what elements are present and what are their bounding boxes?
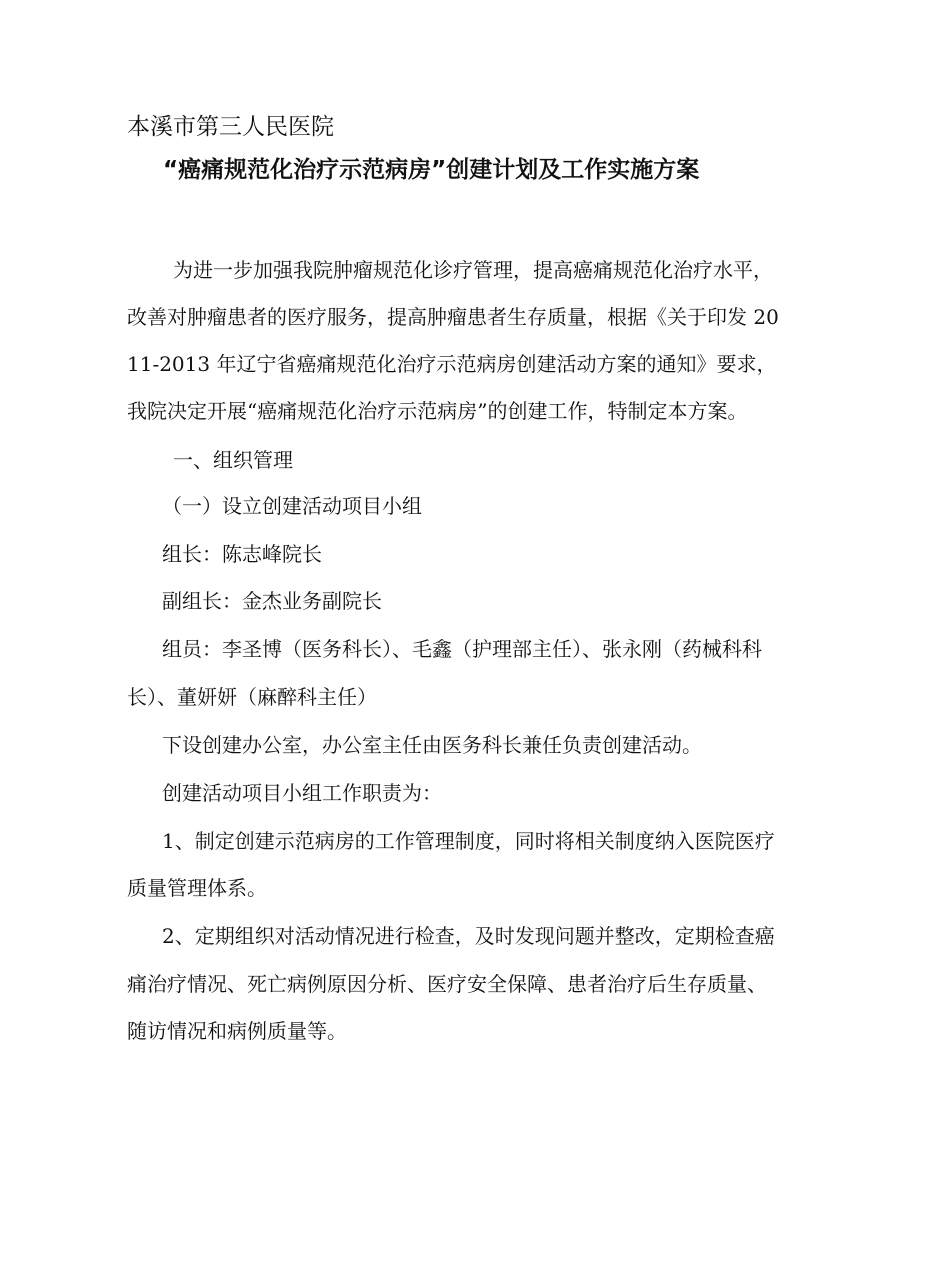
leader-line: 组长：陈志峰院长 [162,542,322,566]
duty-item-line: 质量管理体系。 [127,876,267,900]
office-line: 下设创建办公室，办公室主任由医务科长兼任负责创建活动。 [162,733,702,757]
section-heading: 一、组织管理 [173,448,293,472]
deputy-leader-line: 副组长：金杰业务副院长 [162,589,382,613]
intro-line: 改善对肿瘤患者的医疗服务，提高肿瘤患者生存质量，根据《关于印发 20 [127,305,779,329]
subsection-heading: （一）设立创建活动项目小组 [162,494,422,518]
duties-heading: 创建活动项目小组工作职责为： [162,781,442,805]
organization-name: 本溪市第三人民医院 [127,114,334,140]
duty-item-line: 1、制定创建示范病房的工作管理制度，同时将相关制度纳入医院医疗 [162,829,775,853]
members-line: 长）、董妍妍（麻醉科主任） [127,685,377,709]
duty-item-line: 随访情况和病例质量等。 [127,1019,347,1043]
duty-item-line: 2、定期组织对活动情况进行检查，及时发现问题并整改，定期检查癌 [162,924,775,948]
intro-line: 11-2013 年辽宁省癌痛规范化治疗示范病房创建活动方案的通知》要求， [127,352,777,376]
document-title: “癌痛规范化治疗示范病房”创建计划及工作实施方案 [163,157,700,183]
members-line: 组员：李圣博（医务科长）、毛鑫（护理部主任）、张永刚（药械科科 [162,637,762,661]
intro-line: 为进一步加强我院肿瘤规范化诊疗管理，提高癌痛规范化治疗水平， [173,258,773,282]
intro-line: 我院决定开展“癌痛规范化治疗示范病房”的创建工作，特制定本方案。 [127,399,748,423]
duty-item-line: 痛治疗情况、死亡病例原因分析、医疗安全保障、患者治疗后生存质量、 [127,972,767,996]
